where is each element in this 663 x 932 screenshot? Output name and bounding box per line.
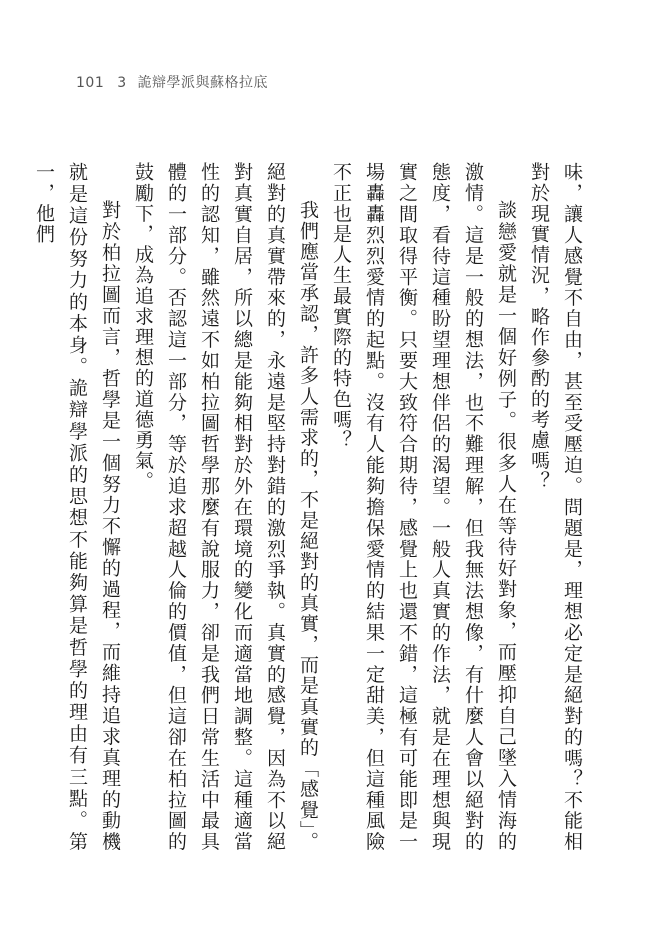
body-text <box>33 162 588 852</box>
paragraph: 我們應當承認，許多人需求的，不是絕對的真實，而是真實的「感覺」。絕對的真實帶來的，永遠是堅持對錯的激烈爭執。真實的感覺，因為不以絕對真實自居，所以總是能夠相對於外在環境的變化而適當地調整。這種適當性的認知，雖然遠不如柏拉圖哲學那麼有說服力，卻是我們日常生活中最具體的一部分。否認這一部分，等於追求超越人倫的價值，但這卻在柏拉圖的鼓勵下，成為追求理想的道德勇氣。 <box>132 162 319 852</box>
chapter-title: 詭辯學派與蘇格拉底 <box>137 75 269 91</box>
page-number: 101 <box>76 75 105 91</box>
paragraph: 對於柏拉圖而言，哲學是一個努力不懈的過程，而維持追求真理的動機就是這份努力的本身。詭辯學派的思想不能夠算是哲學的理由有三點。第一，他們 <box>33 162 121 852</box>
paragraph: 味，讓人感覺不自由，甚至受壓迫。問題是，理想必定是絕對的嗎？不能相對於現實情況，略作參酌的考慮嗎？ <box>528 162 583 852</box>
chapter-number: 3 <box>117 75 127 91</box>
paragraph: 談戀愛就是一個好例子。很多人在等待好對象，而壓抑自己墜入情海的激情。這是一般的想法，也不難理解，但我無法想像，有什麼人會以絕對的態度，看待這種盼望理想伴侶的渴望。一般人真實的作法，就是在理想與現實之間取得平衡。只要大致符合期待，感覺上也還不錯，這極有可能即是一場轟轟烈烈愛情的起點。沒有人能夠擔保愛情的結果一定甜美，但這種風險不正也是人生最實際的特色嗎？ <box>330 162 517 852</box>
running-header <box>76 72 268 92</box>
